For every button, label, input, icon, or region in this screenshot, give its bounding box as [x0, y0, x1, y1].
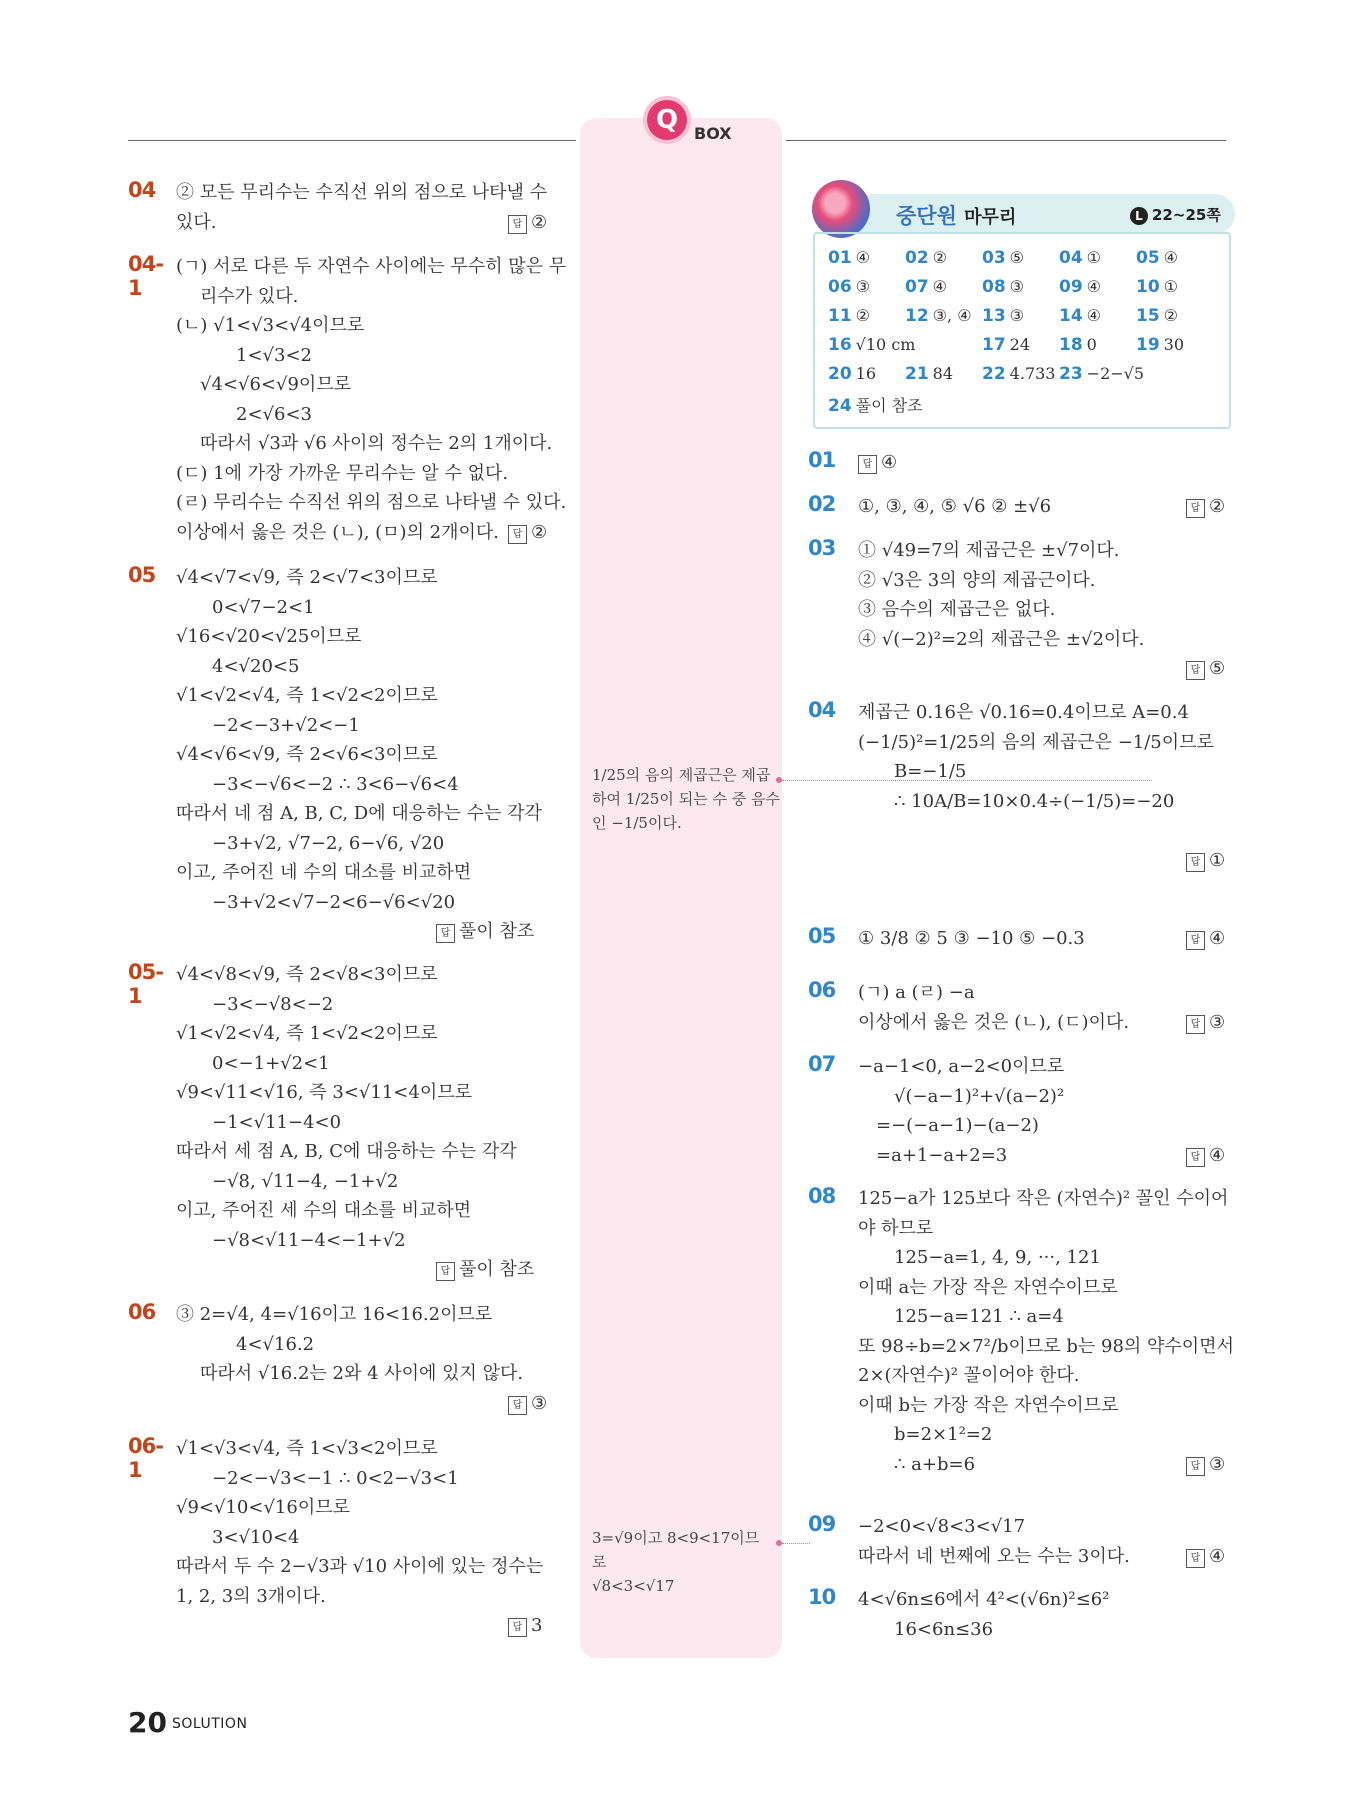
solution-line: (ㄱ) 서로 다른 두 자연수 사이에는 무수히 많은 무 [176, 256, 567, 277]
solution-line: (ㄱ) a (ㄹ) −a [858, 982, 975, 1003]
review-answer-value: ③, ④ [932, 306, 972, 325]
review-answer-value: ④ [932, 277, 948, 296]
review-problem-number: 11 [828, 306, 852, 326]
solution-line: 따라서 네 점 A, B, C, D에 대응하는 수는 각각 [176, 803, 542, 824]
review-answer-cell [1136, 248, 1178, 268]
solution-line: 따라서 두 수 2−√3과 √10 사이에 있는 정수는 [176, 1556, 544, 1577]
answer-mark: 답 ③ [508, 1389, 547, 1419]
review-problem-number: 10 [1136, 277, 1160, 297]
review-answer-cell [1059, 306, 1101, 326]
answer-mark: 답 풀이 참조 [436, 917, 534, 947]
solution-line: √4<√6<√9, 즉 2<√6<3이므로 [176, 744, 438, 765]
solution-line: √9<√10<√16이므로 [176, 1497, 350, 1518]
review-answer-value: 84 [932, 364, 954, 383]
solution-line: 따라서 네 번째에 오는 수는 3이다. [858, 1545, 1130, 1567]
solution-line: −3+√2<√7−2<6−√6<√20 [212, 891, 456, 913]
solution-line: −2<−3+√2<−1 [212, 714, 360, 736]
review-problem-number: 19 [1136, 335, 1160, 355]
solution-line: 125−a가 125보다 작은 (자연수)² 꼴인 수이어 [858, 1188, 1229, 1209]
solution-line: 이고, 주어진 네 수의 대소를 비교하면 [176, 862, 472, 883]
header-rule-left [128, 140, 576, 141]
solution-line: (ㄴ) √1<√3<√4이므로 [176, 315, 365, 336]
review-problem-number: 14 [1059, 306, 1083, 326]
problem-number: 04 [808, 698, 836, 722]
review-answer-value: 16 [855, 364, 877, 383]
solution-line: ① 3/8 ② 5 ③ −10 ⑤ −0.3 [858, 928, 1085, 949]
review-answer-value: ⑤ [1009, 248, 1025, 267]
q-box-logo-icon: Q [647, 100, 687, 140]
solution-line: −√8<√11−4<−1+√2 [212, 1229, 406, 1251]
review-answer-cell [828, 277, 870, 297]
solution-line: 또 98÷b=2×7²/b이므로 b는 98의 약수이면서 [858, 1335, 1234, 1357]
solution-line: 이상에서 옳은 것은 (ㄴ), (ㅁ)의 2개이다. [176, 521, 500, 543]
problem-number: 06-1 [128, 1434, 163, 1482]
review-problem-number: 18 [1059, 335, 1083, 355]
solution-line: −3<−√8<−2 [212, 993, 334, 1015]
review-problem-number: 24 [828, 396, 852, 416]
note-connector-line [782, 1543, 810, 1544]
problem-number: 01 [808, 448, 836, 472]
q-box-label: BOX [694, 124, 732, 143]
review-problem-number: 05 [1136, 248, 1160, 268]
solution-line: 있다. [176, 211, 217, 233]
answer-mark: 답 ④ [858, 448, 897, 478]
review-problem-number: 06 [828, 277, 852, 297]
solution-line: 2<√6<3 [236, 403, 312, 425]
solution-line: (ㄷ) 1에 가장 가까운 무리수는 알 수 없다. [176, 462, 509, 484]
solution-line: 0<√7−2<1 [212, 596, 315, 618]
review-answer-value: ④ [1086, 277, 1102, 296]
review-answer-cell [1136, 277, 1178, 297]
solution-line: √9<√11<√16, 즉 3<√11<4이므로 [176, 1082, 472, 1103]
solution-line: 따라서 세 점 A, B, C에 대응하는 수는 각각 [176, 1141, 517, 1162]
solution-line: 리수가 있다. [200, 285, 299, 307]
solution-line: −2<0<√8<3<√17 [858, 1516, 1026, 1537]
page-number: 20 [128, 1706, 167, 1739]
solution-line: 야 하므로 [858, 1217, 934, 1239]
review-problem-number: 12 [905, 306, 929, 326]
solution-line: −3<−√6<−2 ∴ 3<6−√6<4 [212, 773, 459, 795]
solution-line: −3+√2, √7−2, 6−√6, √20 [212, 832, 445, 854]
problem-number: 06 [808, 978, 836, 1002]
solution-line: √4<√7<√9, 즉 2<√7<3이므로 [176, 567, 438, 588]
review-problem-number: 07 [905, 277, 929, 297]
review-title-main: 중단원 [896, 204, 957, 228]
problem-number: 05-1 [128, 960, 163, 1008]
solution-line: 따라서 √16.2는 2와 4 사이에 있지 않다. [200, 1363, 524, 1384]
review-answer-cell [1136, 335, 1184, 355]
q-box-note [592, 1526, 778, 1598]
review-answer-value: 24 [1009, 335, 1031, 354]
review-problem-number: 23 [1059, 364, 1083, 384]
problem-number: 03 [808, 536, 836, 560]
solution-line: b=2×1²=2 [894, 1424, 993, 1445]
note-connector-line [782, 780, 1152, 781]
review-answer-cell [828, 364, 876, 384]
review-problem-number: 13 [982, 306, 1006, 326]
solution-line: 4<√16.2 [236, 1333, 315, 1355]
review-answer-value: ② [932, 248, 948, 267]
review-problem-number: 20 [828, 364, 852, 384]
solution-line: √4<√6<√9이므로 [200, 374, 352, 395]
solution-line: 1<√3<2 [236, 344, 312, 366]
review-answer-cell [982, 277, 1024, 297]
review-answer-cell [905, 248, 947, 268]
solution-line: 125−a=1, 4, 9, ···, 121 [894, 1247, 1101, 1268]
solution-line: 4<√6n≤6에서 4²<(√6n)²≤6² [858, 1589, 1110, 1610]
review-answer-cell [1059, 248, 1101, 268]
review-answer-value: ① [1086, 248, 1102, 267]
review-answer-cell [1136, 306, 1178, 326]
solution-line: 3<√10<4 [212, 1526, 300, 1548]
solution-line: 0<−1+√2<1 [212, 1052, 330, 1074]
review-answer-value: ③ [855, 277, 871, 296]
review-answer-value: ② [1163, 306, 1179, 325]
q-box-note-line: 로 [592, 1553, 607, 1571]
solution-line: 제곱근 0.16은 √0.16=0.4이므로 A=0.4 [858, 702, 1189, 723]
review-answer-value: ④ [855, 248, 871, 267]
review-problem-number: 02 [905, 248, 929, 268]
solution-line: ∴ a+b=6 [894, 1453, 976, 1475]
review-problem-number: 16 [828, 335, 852, 355]
solution-line: √1<√2<√4, 즉 1<√2<2이므로 [176, 1023, 438, 1044]
problem-number: 09 [808, 1512, 836, 1536]
q-box-note-line: √8<3<√17 [592, 1577, 675, 1595]
solution-line: 16<6n≤36 [894, 1618, 994, 1640]
answer-mark: 답 ② [508, 208, 547, 238]
review-answer-cell [905, 306, 972, 326]
review-problem-number: 17 [982, 335, 1006, 355]
review-answer-cell [1059, 364, 1144, 384]
solution-line: (−1/5)²=1/25의 음의 제곱근은 −1/5이므로 [858, 731, 1214, 753]
q-box-note-line: 1/25의 음의 제곱근은 제곱 [592, 766, 771, 784]
review-answer-cell [828, 306, 870, 326]
solution-line: 1, 2, 3의 3개이다. [176, 1585, 326, 1607]
review-answer-value: 30 [1163, 335, 1185, 354]
review-answer-cell [828, 335, 915, 355]
solution-line: √1<√2<√4, 즉 1<√2<2이므로 [176, 685, 438, 706]
solution-line: 이때 b는 가장 작은 자연수이므로 [858, 1394, 1119, 1416]
review-problem-number: 03 [982, 248, 1006, 268]
review-answer-value: ④ [1086, 306, 1102, 325]
solution-line: 125−a=121 ∴ a=4 [894, 1306, 1064, 1327]
q-box-note [592, 763, 778, 835]
answer-mark: 답 3 [508, 1611, 542, 1641]
review-title-sub: 마무리 [964, 207, 1017, 228]
review-page-range [1130, 204, 1221, 225]
review-problem-number: 15 [1136, 306, 1160, 326]
solution-line: =−(−a−1)−(a−2) [876, 1115, 1039, 1136]
solution-line: 4<√20<5 [212, 655, 300, 677]
solution-line: ② 모든 무리수는 수직선 위의 점으로 나타낼 수 [176, 182, 548, 203]
solution-line: ③ 2=√4, 4=√16이고 16<16.2이므로 [176, 1304, 493, 1325]
review-answer-value: √10 cm [855, 335, 916, 354]
review-answer-cell [828, 248, 870, 268]
solution-line: 이고, 주어진 세 수의 대소를 비교하면 [176, 1200, 472, 1221]
problem-number: 07 [808, 1052, 836, 1076]
review-answer-value: ④ [1163, 248, 1179, 267]
review-problem-number: 22 [982, 364, 1006, 384]
solution-line: ① √49=7의 제곱근은 ±√7이다. [858, 540, 1120, 561]
review-answer-value: ③ [1009, 277, 1025, 296]
solution-line: 이상에서 옳은 것은 (ㄴ), (ㄷ)이다. [858, 1011, 1130, 1033]
solution-line: −a−1<0, a−2<0이므로 [858, 1056, 1065, 1077]
solution-line: ①, ③, ④, ⑤ √6 ② ±√6 [858, 496, 1052, 517]
lesson-icon: L [1130, 207, 1148, 225]
solution-line: ③ 음수의 제곱근은 없다. [858, 599, 1056, 620]
problem-number: 08 [808, 1184, 836, 1208]
solution-line: ② √3은 3의 양의 제곱근이다. [858, 569, 1096, 591]
review-answer-cell [1059, 277, 1101, 297]
answer-mark: 답 풀이 참조 [436, 1255, 534, 1285]
review-problem-number: 04 [1059, 248, 1083, 268]
review-answer-value: 0 [1086, 335, 1097, 354]
solution-line: (ㄹ) 무리수는 수직선 위의 점으로 나타낼 수 있다. [176, 492, 567, 513]
review-answer-value: 4.733 [1009, 364, 1056, 383]
q-box-sidebar [580, 118, 782, 1658]
review-answer-value: ② [855, 306, 871, 325]
solution-line: ∴ 10A/B=10×0.4÷(−1/5)=−20 [894, 790, 1175, 812]
review-badge-icon [812, 180, 870, 238]
solution-line: 이때 a는 가장 작은 자연수이므로 [858, 1276, 1118, 1298]
review-answer-cell [982, 306, 1024, 326]
review-answer-value: −2−√5 [1086, 364, 1145, 383]
review-problem-number: 21 [905, 364, 929, 384]
review-answer-cell [905, 364, 953, 384]
answer-mark: 답 ② [508, 518, 547, 548]
problem-number: 05 [128, 563, 156, 587]
review-problem-number: 08 [982, 277, 1006, 297]
review-answer-cell [982, 364, 1055, 384]
problem-number: 02 [808, 492, 836, 516]
solution-line: 따라서 √3과 √6 사이의 정수는 2의 1개이다. [200, 433, 553, 454]
problem-number: 10 [808, 1585, 836, 1609]
header-rule-right [786, 140, 1226, 141]
review-answer-value: 풀이 참조 [855, 396, 923, 415]
solution-line: √4<√8<√9, 즉 2<√8<3이므로 [176, 964, 438, 985]
review-title [896, 200, 1016, 230]
review-pages: 22~25쪽 [1152, 206, 1221, 224]
review-answer-cell [905, 277, 947, 297]
solution-line: −1<√11−4<0 [212, 1111, 342, 1133]
solution-line: 2×(자연수)² 꼴이어야 한다. [858, 1365, 1080, 1386]
review-answer-value: ① [1163, 277, 1179, 296]
q-box-note-line: 3=√9이고 8<9<17이므 [592, 1529, 760, 1547]
solution-line: =a+1−a+2=3 [876, 1144, 1008, 1166]
solution-line: √(−a−1)²+√(a−2)² [894, 1085, 1065, 1107]
problem-number: 06 [128, 1300, 156, 1324]
q-box-note-line: 인 −1/5이다. [592, 814, 682, 832]
problem-number: 04 [128, 178, 156, 202]
solution-line: −√8, √11−4, −1+√2 [212, 1170, 399, 1192]
solution-line: B=−1/5 [894, 761, 967, 782]
problem-number: 05 [808, 924, 836, 948]
solution-line: ④ √(−2)²=2의 제곱근은 ±√2이다. [858, 628, 1145, 650]
review-problem-number: 01 [828, 248, 852, 268]
solution-line: √16<√20<√25이므로 [176, 626, 362, 647]
review-answer-cell [982, 335, 1030, 355]
solution-line: −2<−√3<−1 ∴ 0<2−√3<1 [212, 1467, 459, 1489]
footer-label: SOLUTION [172, 1716, 248, 1732]
review-problem-number: 09 [1059, 277, 1083, 297]
review-answer-value: ③ [1009, 306, 1025, 325]
review-answer-cell [1059, 335, 1097, 355]
problem-number: 04-1 [128, 252, 163, 300]
q-box-note-line: 하여 1/25이 되는 수 중 음수 [592, 790, 780, 808]
review-answer-cell [828, 393, 923, 416]
review-answer-cell [982, 248, 1024, 268]
solution-line: √1<√3<√4, 즉 1<√3<2이므로 [176, 1438, 438, 1459]
